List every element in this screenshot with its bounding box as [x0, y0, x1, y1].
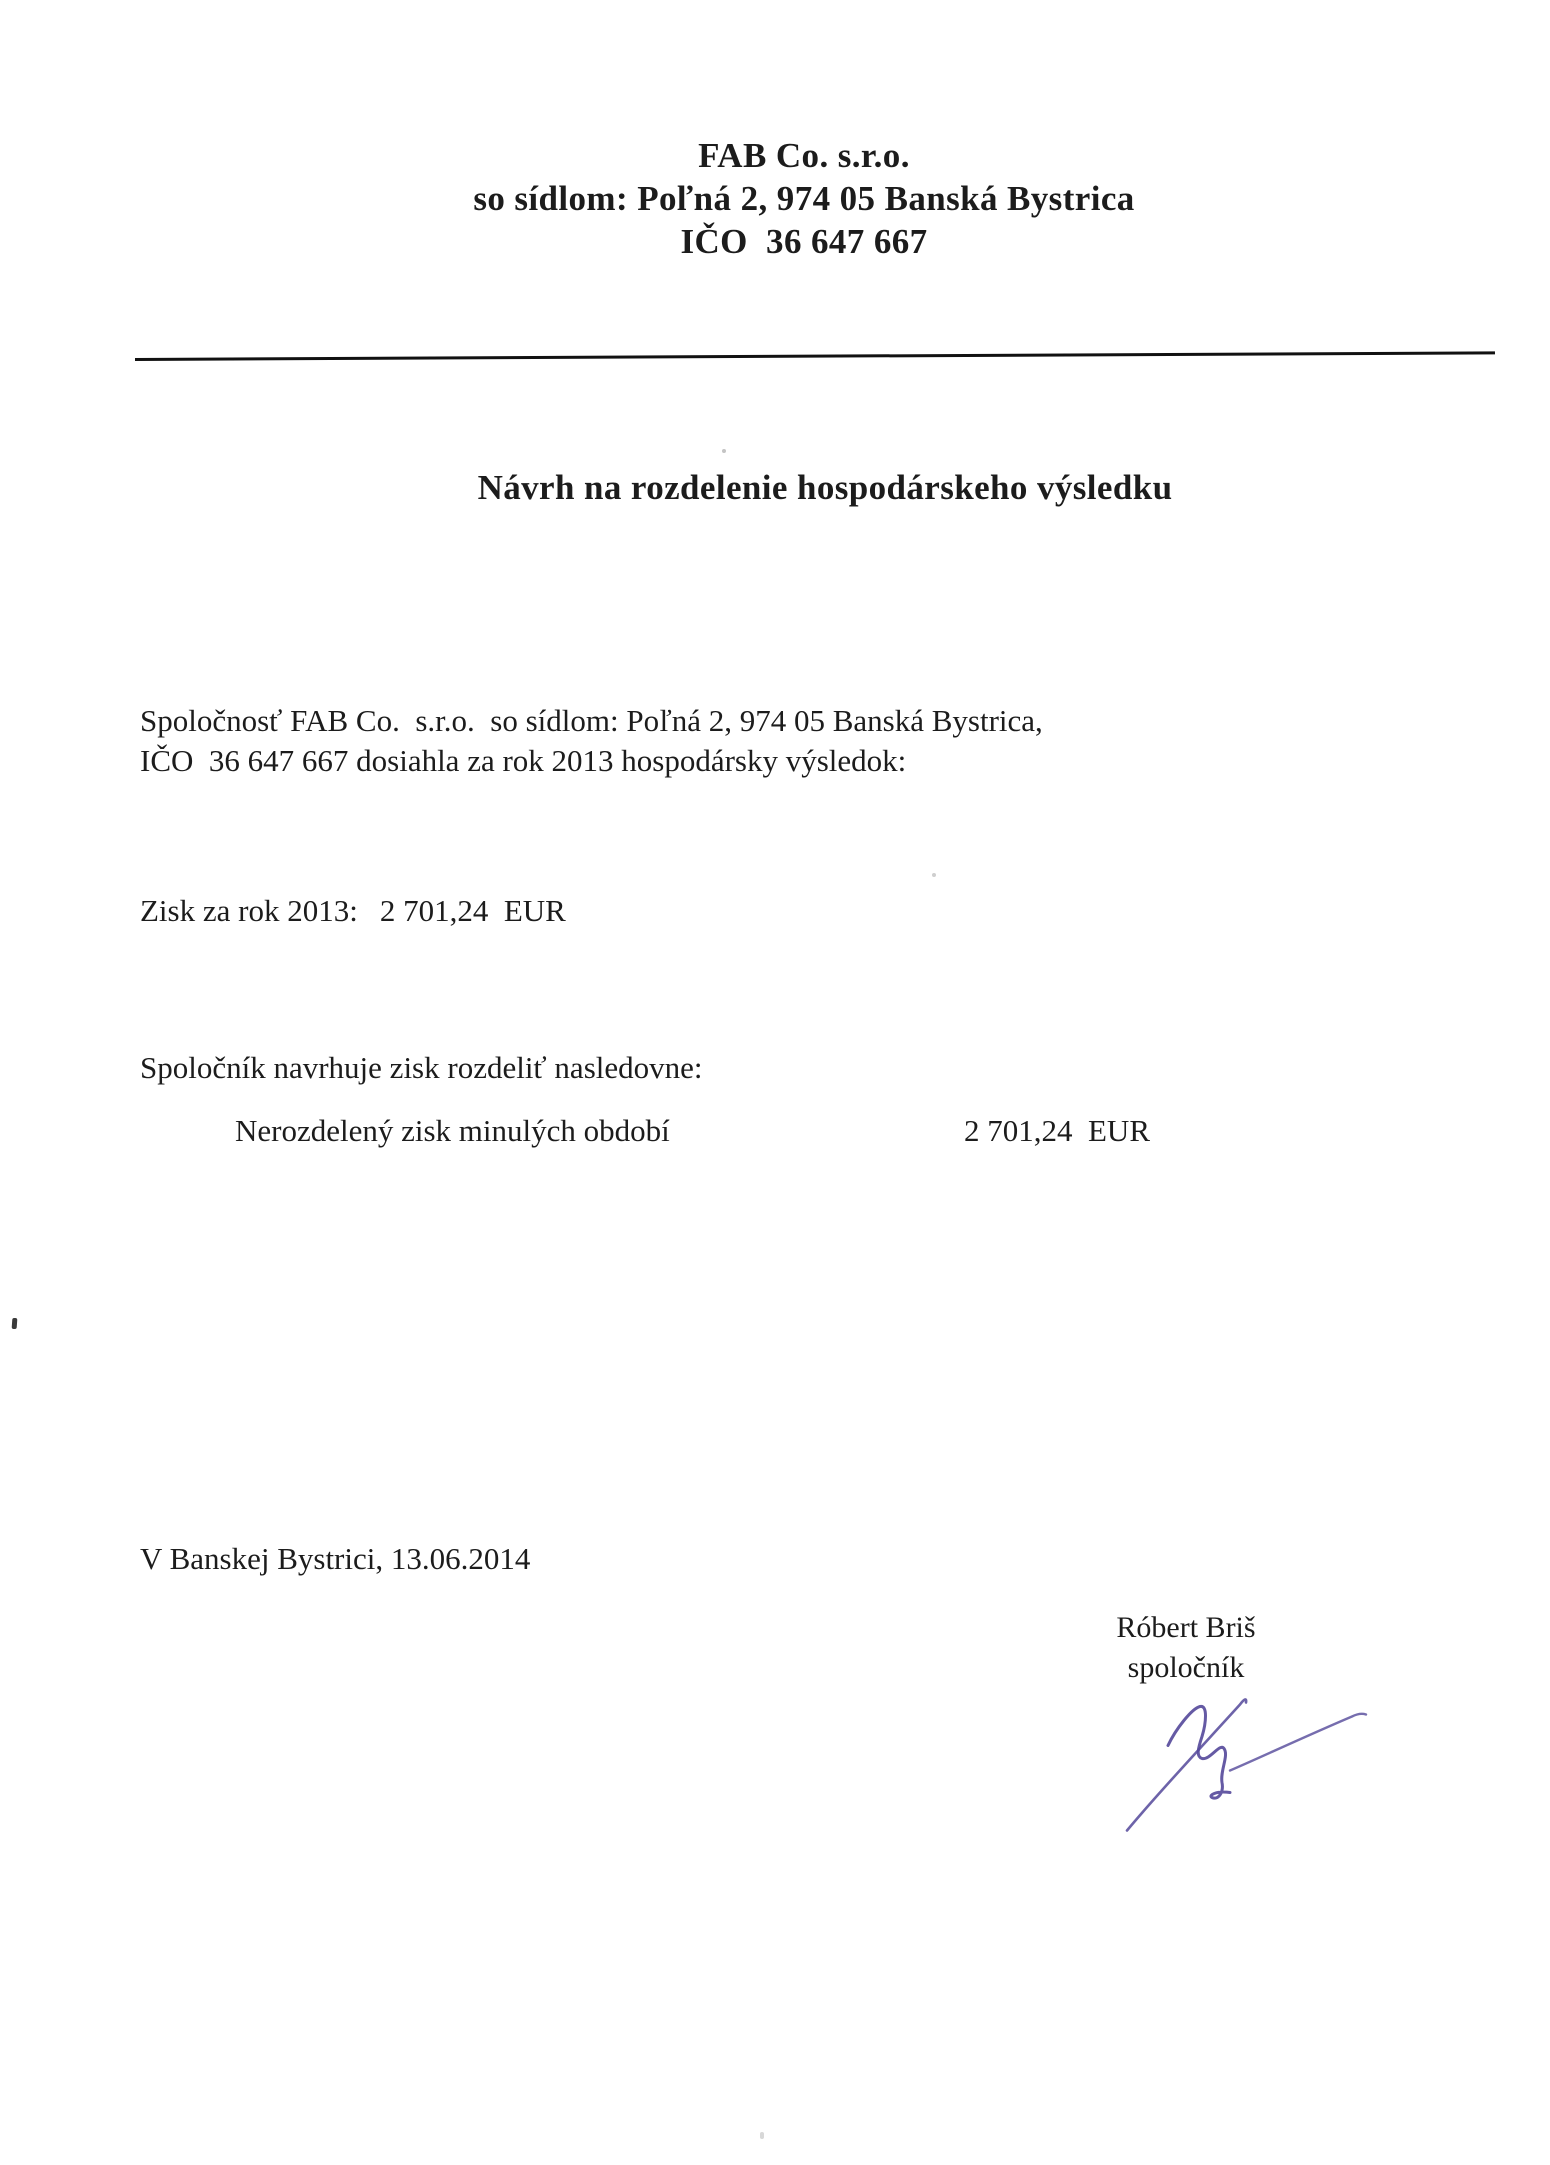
company-ico: IČO 36 647 667: [680, 222, 928, 261]
company-address: so sídlom: Poľná 2, 974 05 Banská Bystrica: [473, 179, 1135, 218]
intro-paragraph: [140, 701, 1220, 781]
signature-letter-stroke: [1168, 1706, 1230, 1798]
scan-speck: [12, 1318, 18, 1329]
document-title: Návrh na rozdelenie hospodárskeho výsledku: [477, 468, 1173, 507]
profit-line: [140, 893, 566, 929]
signer-name: Róbert Briš: [1116, 1611, 1256, 1644]
allocation-amount: 2 701,24 EUR: [964, 1113, 1150, 1148]
company-name: FAB Co. s.r.o.: [698, 136, 910, 175]
handwritten-signature-icon: [1090, 1676, 1390, 1841]
signature-flourish-stroke: [1230, 1714, 1366, 1771]
allocation-row: [235, 1113, 1150, 1149]
profit-label: Zisk za rok 2013:: [140, 893, 358, 928]
place-date-line: V Banskej Bystrici, 13.06.2014: [140, 1541, 531, 1576]
profit-amount: 2 701,24 EUR: [379, 893, 566, 928]
intro-line-1: Spoločnosť FAB Co. s.r.o. so sídlom: Poľná 2, 974 05 Banská Bystrica,: [140, 703, 1043, 738]
scan-speck: [722, 449, 726, 453]
scan-speck: [932, 873, 936, 877]
company-header: [0, 134, 1550, 263]
allocation-label: Nerozdelený zisk minulých období: [235, 1113, 670, 1148]
signer-role: spoločník: [1127, 1651, 1245, 1684]
proposal-line: Spoločník navrhuje zisk rozdeliť nasledovne:: [140, 1050, 703, 1085]
scan-speck: [760, 2132, 764, 2139]
divider-line: [135, 351, 1495, 361]
intro-line-2: IČO 36 647 667 dosiahla za rok 2013 hospodársky výsledok:: [140, 743, 907, 778]
